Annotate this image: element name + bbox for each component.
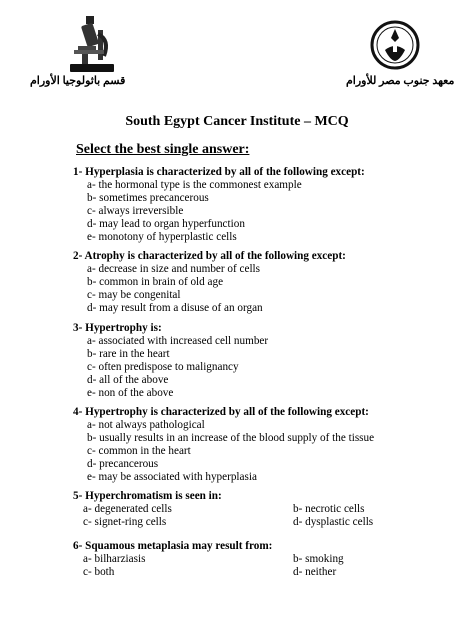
answer-option: b- common in brain of old age [87, 276, 224, 288]
question-stem: 2- Atrophy is characterized by all of the following except: [73, 250, 346, 262]
page-title: South Egypt Cancer Institute – MCQ [125, 114, 349, 129]
microscope-icon [64, 12, 120, 76]
answer-option: e- monotony of hyperplastic cells [87, 231, 237, 243]
answer-option: d- all of the above [87, 374, 169, 386]
institute-name: معهد جنوب مصر للأورام [346, 75, 455, 87]
answer-option: a- not always pathological [87, 419, 205, 431]
question-stem: 1- Hyperplasia is characterized by all of the following except: [73, 166, 365, 178]
answer-option: a- the hormonal type is the commonest example [87, 179, 302, 191]
answer-option: c- always irreversible [87, 205, 184, 217]
answer-option: d- precancerous [87, 458, 159, 470]
answer-option: d- dysplastic cells [293, 516, 374, 528]
answer-option: d- may lead to organ hyperfunction [87, 218, 245, 230]
question-stem: 4- Hypertrophy is characterized by all of the following except: [73, 406, 369, 418]
answer-option: a- bilharziasis [83, 553, 146, 565]
question-stem: 6- Squamous metaplasia may result from: [73, 540, 273, 552]
answer-option: b- necrotic cells [293, 503, 365, 515]
answer-option: c- both [83, 566, 115, 578]
answer-option: b- sometimes precancerous [87, 192, 209, 204]
question-2 [73, 250, 346, 315]
question-5 [73, 490, 403, 529]
answer-grid [73, 503, 403, 529]
answer-option: b- usually results in an increase of the blood supply of the tissue [87, 432, 375, 444]
institute-emblem-icon [370, 20, 420, 70]
answer-option: e- non of the above [87, 387, 174, 399]
question-1 [73, 166, 365, 244]
answer-option: b- rare in the heart [87, 348, 170, 360]
question-stem: 5- Hyperchromatism is seen in: [73, 490, 222, 502]
question-6 [73, 540, 403, 579]
question-stem: 3- Hypertrophy is: [73, 322, 162, 334]
answer-option: d- neither [293, 566, 337, 578]
answer-option: a- decrease in size and number of cells [87, 263, 261, 275]
question-4 [73, 406, 374, 484]
answer-option: b- smoking [293, 553, 344, 565]
answer-grid [73, 553, 403, 579]
answer-option: c- often predispose to malignancy [87, 361, 239, 373]
department-name: قسم باثولوجيا الأورام [30, 75, 126, 87]
answer-option: d- may result from a disuse of an organ [87, 302, 263, 314]
answer-option: a- degenerated cells [83, 503, 172, 515]
answer-option: c- common in the heart [87, 445, 191, 457]
answer-option: c- may be congenital [87, 289, 181, 301]
question-3 [73, 322, 268, 400]
answer-option: c- signet-ring cells [83, 516, 167, 528]
answer-option: e- may be associated with hyperplasia [87, 471, 257, 483]
answer-option: a- associated with increased cell number [87, 335, 269, 347]
instruction-heading: Select the best single answer: [76, 142, 250, 157]
